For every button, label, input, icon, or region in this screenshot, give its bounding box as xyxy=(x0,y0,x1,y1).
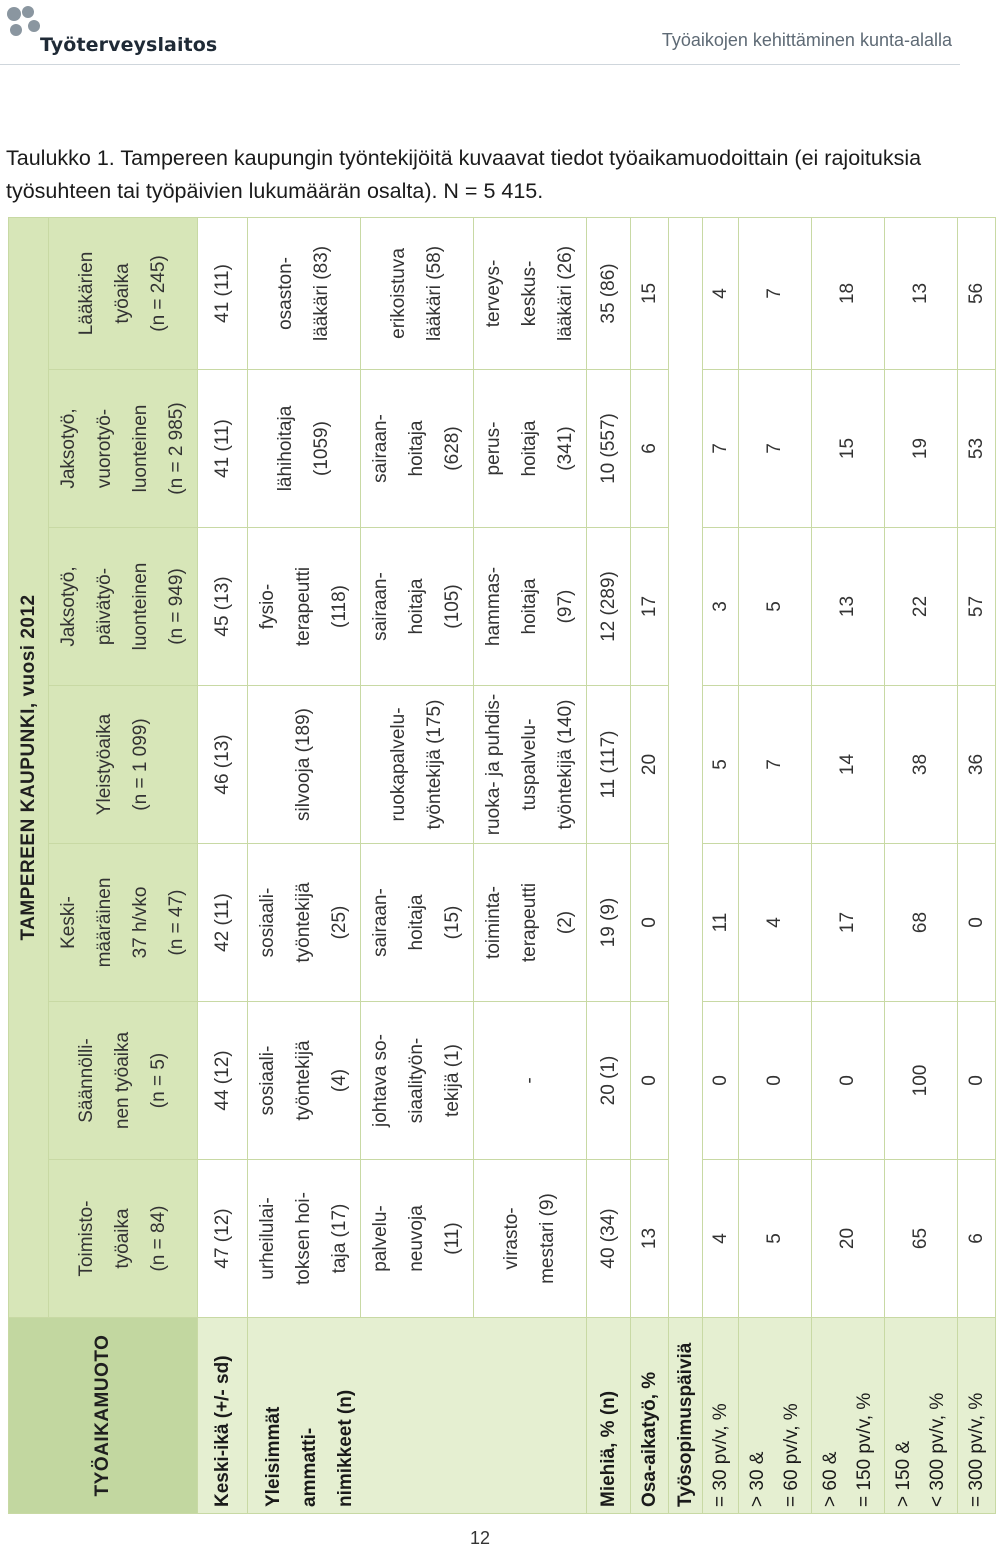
table-cell: 40 (34) xyxy=(587,1160,631,1318)
table-cell: sosiaali- työntekijä (4) xyxy=(248,1002,361,1160)
table-cell: 0 xyxy=(703,1002,739,1160)
row-label-contract: > 30 & = 60 pv/v, % xyxy=(739,1318,812,1514)
table-cell: 22 xyxy=(885,528,958,686)
table-cell: silvooja (189) xyxy=(248,686,361,844)
group-title: TAMPEREEN KAUPUNKI, vuosi 2012 xyxy=(9,217,49,1317)
logo-text: Työterveyslaitos xyxy=(40,34,218,56)
table-cell: 15 xyxy=(812,370,885,528)
logo xyxy=(4,4,218,64)
row-label-contract: > 60 & = 150 pv/v, % xyxy=(812,1318,885,1514)
table-cell: urheilulai- toksen hoi- taja (17) xyxy=(248,1160,361,1318)
corner-label: TYÖAIKAMUOTO xyxy=(9,1318,198,1514)
table-row xyxy=(703,217,739,1513)
table-row xyxy=(958,217,996,1513)
table-cell: terveys- keskus- lääkäri (26) xyxy=(474,217,587,369)
table-cell: 57 xyxy=(958,528,996,686)
table-cell: 46 (13) xyxy=(198,686,248,844)
row-label-contract-days: Työsopimuspäiviä xyxy=(669,1318,703,1514)
table-cell: 15 xyxy=(631,217,669,369)
table-cell: 0 xyxy=(958,1002,996,1160)
table-cell: 4 xyxy=(703,217,739,369)
table-cell: 12 (289) xyxy=(587,528,631,686)
table-row xyxy=(587,217,631,1513)
table-cell: 4 xyxy=(703,1160,739,1318)
table-cell: ruoka- ja puhdis- tuspalvelu- työntekijä (140) xyxy=(474,686,587,844)
table-caption: Taulukko 1. Tampereen kaupungin työntekijöitä kuvaavat tiedot työaikamuodoittain (ei rajoituksia työsuhteen tai työpäivien lukumäärän osalta). N = 5 415. xyxy=(6,146,922,203)
column-header: Toimisto- työaika (n = 84) xyxy=(49,1160,198,1318)
table-cell: sairaan- hoitaja (105) xyxy=(361,528,474,686)
row-label-contract: = 300 pv/v, % xyxy=(958,1318,996,1514)
table-row xyxy=(198,217,248,1513)
column-header: Yleistyöaika (n = 1 099) xyxy=(49,686,198,844)
table-row xyxy=(669,217,703,1513)
table-cell: perus- hoitaja (341) xyxy=(474,370,587,528)
table-cell: erikoistuva lääkäri (58) xyxy=(361,217,474,369)
table-cell: sairaan- hoitaja (628) xyxy=(361,370,474,528)
table-cell: 35 (86) xyxy=(587,217,631,369)
table-cell: 13 xyxy=(631,1160,669,1318)
table-cell: 6 xyxy=(958,1160,996,1318)
rotated-table-container xyxy=(8,218,987,1514)
table-cell: 17 xyxy=(631,528,669,686)
work-time-table xyxy=(8,217,996,1514)
row-label-titles: Yleisimmät ammatti- nimikkeet (n) xyxy=(248,1318,587,1514)
table-row xyxy=(885,217,958,1513)
table-row xyxy=(739,217,812,1513)
table-cell: sairaan- hoitaja (15) xyxy=(361,844,474,1002)
table-cell: palvelu- neuvoja (11) xyxy=(361,1160,474,1318)
row-label-contract: > 150 & < 300 pv/v, % xyxy=(885,1318,958,1514)
table-cell: 20 xyxy=(631,686,669,844)
table-cell: 4 xyxy=(739,844,812,1002)
column-header: Jaksotyö, päivätyö- luonteinen (n = 949) xyxy=(49,528,198,686)
table-cell: 44 (12) xyxy=(198,1002,248,1160)
table-cell: 0 xyxy=(631,1002,669,1160)
table-cell: 41 (11) xyxy=(198,370,248,528)
table-cell: johtava so- siaalityön- tekijä (1) xyxy=(361,1002,474,1160)
table-cell: toiminta- terapeutti (2) xyxy=(474,844,587,1002)
table-cell: hammas- hoitaja (97) xyxy=(474,528,587,686)
table-cell: 20 (1) xyxy=(587,1002,631,1160)
column-header: Säännölli- nen työaika (n = 5) xyxy=(49,1002,198,1160)
column-header: Lääkärien työaika (n = 245) xyxy=(49,217,198,369)
table-cell: - xyxy=(474,1002,587,1160)
table-cell: 5 xyxy=(703,686,739,844)
column-header: Keski- määräinen 37 h/vko (n = 47) xyxy=(49,844,198,1002)
table-cell: 19 (9) xyxy=(587,844,631,1002)
table-cell: 100 xyxy=(885,1002,958,1160)
empty-cell xyxy=(669,217,703,1317)
table-cell: 68 xyxy=(885,844,958,1002)
table-cell: 20 xyxy=(812,1160,885,1318)
table-cell: 0 xyxy=(958,844,996,1002)
table-cell: 7 xyxy=(703,370,739,528)
table-cell: 7 xyxy=(739,370,812,528)
column-header: Jaksotyö, vuorotyö- luonteinen (n = 2 985) xyxy=(49,370,198,528)
table-cell: 11 (117) xyxy=(587,686,631,844)
table-cell: fysio- terapeutti (118) xyxy=(248,528,361,686)
table-cell: 18 xyxy=(812,217,885,369)
table-cell: 7 xyxy=(739,686,812,844)
page-number: 12 xyxy=(470,1528,491,1548)
table-cell: 47 (12) xyxy=(198,1160,248,1318)
table-cell: 65 xyxy=(885,1160,958,1318)
header-title: Työaikojen kehittäminen kunta-alalla xyxy=(661,30,952,50)
table-cell: 41 (11) xyxy=(198,217,248,369)
table-cell: sosiaali- työntekijä (25) xyxy=(248,844,361,1002)
table-cell: 14 xyxy=(812,686,885,844)
table-cell: 0 xyxy=(631,844,669,1002)
table-cell: virasto- mestari (9) xyxy=(474,1160,587,1318)
table-row xyxy=(812,217,885,1513)
table-cell: 42 (11) xyxy=(198,844,248,1002)
table-cell: 13 xyxy=(885,217,958,369)
table-cell: 0 xyxy=(739,1002,812,1160)
table-cell: osaston- lääkäri (83) xyxy=(248,217,361,369)
table-cell: lähihoitaja (1059) xyxy=(248,370,361,528)
row-label-contract: = 30 pv/v, % xyxy=(703,1318,739,1514)
row-label-part-time: Osa-aikatyö, % xyxy=(631,1318,669,1514)
table-cell: 56 xyxy=(958,217,996,369)
table-cell: ruokapalvelu- työntekijä (175) xyxy=(361,686,474,844)
table-cell: 7 xyxy=(739,217,812,369)
table-cell: 3 xyxy=(703,528,739,686)
table-cell: 38 xyxy=(885,686,958,844)
table-cell: 10 (557) xyxy=(587,370,631,528)
table-cell: 45 (13) xyxy=(198,528,248,686)
table-cell: 19 xyxy=(885,370,958,528)
page-header xyxy=(0,0,960,70)
table-cell: 11 xyxy=(703,844,739,1002)
table-row xyxy=(631,217,669,1513)
table-cell: 53 xyxy=(958,370,996,528)
table-cell: 6 xyxy=(631,370,669,528)
table-cell: 0 xyxy=(812,1002,885,1160)
row-label-age: Keski-ikä (+/- sd) xyxy=(198,1318,248,1514)
table-cell: 5 xyxy=(739,528,812,686)
table-row xyxy=(248,217,361,1513)
header-divider xyxy=(0,64,960,65)
table-cell: 36 xyxy=(958,686,996,844)
row-label-men: Miehiä, % (n) xyxy=(587,1318,631,1514)
table-cell: 13 xyxy=(812,528,885,686)
table-cell: 5 xyxy=(739,1160,812,1318)
table-cell: 17 xyxy=(812,844,885,1002)
